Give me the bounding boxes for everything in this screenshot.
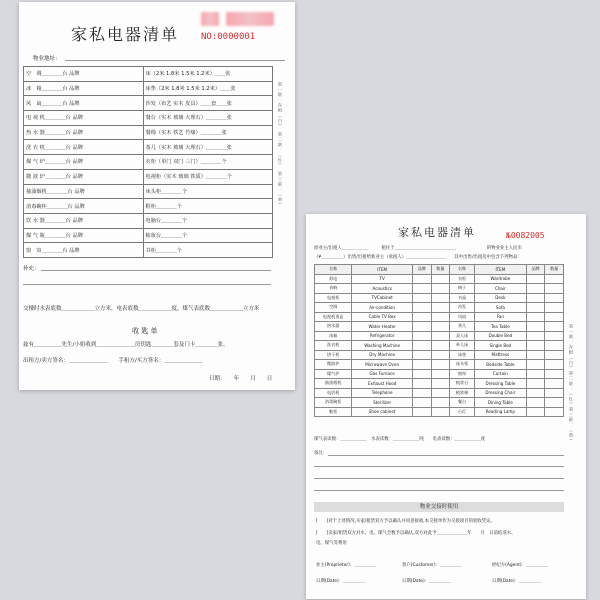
brand-cell[interactable] — [526, 303, 545, 313]
item-name-en: Tea Table — [474, 322, 526, 332]
item-name-en: Dressing Table — [474, 379, 526, 389]
item-name-en: Sofa — [474, 303, 526, 313]
brand-cell[interactable] — [526, 369, 545, 379]
appliance-cell[interactable]: 消毒碗柜＿＿＿＿台 品牌 — [24, 199, 144, 214]
item-name-en: Reading Lamp — [474, 407, 526, 417]
remarks-line-2[interactable] — [314, 466, 564, 467]
quantity-cell[interactable] — [545, 293, 564, 303]
table-row — [24, 199, 273, 214]
blurred-stamp — [201, 12, 219, 26]
quantity-cell[interactable] — [431, 293, 450, 303]
remarks-line-3[interactable] — [314, 478, 564, 479]
brand-cell[interactable] — [526, 407, 545, 417]
table-row — [315, 303, 564, 313]
brand-cell[interactable] — [413, 407, 432, 417]
quantity-cell[interactable] — [545, 331, 564, 341]
quantity-cell[interactable] — [431, 331, 450, 341]
brand-cell[interactable] — [413, 303, 432, 313]
item-name-cn: 微波炉 — [315, 360, 352, 370]
brand-cell[interactable] — [526, 388, 545, 398]
item-name-en: Desk — [474, 293, 526, 303]
appliance-cell[interactable]: 煤 气 炉＿＿＿＿台 品牌 — [24, 155, 144, 170]
table-row — [24, 228, 273, 243]
item-name-en: Water Heater — [352, 322, 413, 332]
item-name-cn: 餐台 — [450, 398, 475, 408]
signature-line: 出租方/卖方签名：＿＿＿＿＿＿＿ 手租方/买方签名：＿＿＿＿＿＿＿ — [23, 358, 203, 364]
appliance-cell[interactable]: 微 波 炉＿＿＿＿台 品牌 — [24, 169, 144, 184]
brand-cell[interactable] — [526, 312, 545, 322]
handover-clause-3: 电、煤气等费用 — [316, 541, 347, 546]
table-row — [24, 213, 273, 228]
notes-line-2[interactable] — [23, 284, 271, 285]
item-name-en: Exhaust Hood — [352, 379, 413, 389]
brand-cell[interactable] — [526, 274, 545, 284]
brand-cell[interactable] — [526, 350, 545, 360]
table-row — [24, 184, 273, 199]
item-name-en: Curtain — [474, 369, 526, 379]
header-line-1: 原业主/出租人＿＿＿＿＿＿ 租住于＿＿＿＿＿＿＿＿＿＿＿＿＿＿ 的物业业主人民币 — [314, 246, 522, 251]
item-name-en: Acoustics — [352, 284, 413, 294]
table-row — [315, 293, 564, 303]
serial-number: NO:0000001 — [201, 32, 256, 42]
item-name-cn: 热水器 — [315, 322, 352, 332]
column-header: 品牌 — [526, 265, 545, 275]
notes-line-1[interactable] — [41, 270, 271, 271]
furniture-cell[interactable]: 餐椅（实木 铁艺 竹缘）＿＿＿＿张 — [143, 125, 272, 140]
quantity-cell[interactable] — [431, 369, 450, 379]
quantity-cell[interactable] — [431, 312, 450, 322]
item-name-en: Refrigerator — [352, 331, 413, 341]
table-row — [315, 388, 564, 398]
appliance-cell[interactable]: 热 水 器＿＿＿＿台 品牌 — [24, 125, 144, 140]
column-header: 数量 — [545, 265, 564, 275]
appliance-cell[interactable]: 电 视 机＿＿＿＿台 品牌 — [24, 111, 144, 126]
blurred-stamp-2 — [226, 12, 274, 26]
quantity-cell[interactable] — [545, 274, 564, 284]
item-name-cn: 床头柜 — [450, 360, 475, 370]
remarks-label: 备注： — [314, 451, 328, 456]
appliance-cell[interactable]: 风 扇＿＿＿＿台 品牌 — [24, 96, 144, 111]
address-line[interactable] — [65, 60, 285, 61]
appliance-cell[interactable]: 窗 帘＿＿＿＿台 品牌 — [24, 243, 144, 258]
date-owner: 日期(Date)：＿＿＿＿＿ — [316, 579, 366, 584]
quantity-cell[interactable] — [545, 322, 564, 332]
quantity-cell[interactable] — [545, 379, 564, 389]
address-label: 物业地址： — [33, 56, 61, 62]
item-name-en: Washing Machine — [352, 341, 413, 351]
item-name-cn: 鞋柜 — [315, 407, 352, 417]
quantity-cell[interactable] — [545, 360, 564, 370]
item-name-en: Fan — [474, 312, 526, 322]
item-name-cn: 电视柜 — [315, 293, 352, 303]
quantity-cell[interactable] — [545, 284, 564, 294]
item-name-cn: 空调 — [315, 303, 352, 313]
item-name-cn: 音响 — [315, 284, 352, 294]
item-name-cn: 衣柜 — [450, 274, 475, 284]
handover-clause-2: [ ]卖家/租赁双方对水、电、煤气全数予以确认,双方对此予＿＿＿＿＿＿＿年 月 日前结清水、 — [316, 531, 516, 536]
quantity-cell[interactable] — [545, 341, 564, 351]
item-name-cn: 煤气炉 — [315, 369, 352, 379]
quantity-cell[interactable] — [545, 303, 564, 313]
quantity-cell[interactable] — [431, 303, 450, 313]
item-name-en: Mattress — [474, 350, 526, 360]
item-name-cn: 梳妆台 — [450, 379, 475, 389]
brand-cell[interactable] — [413, 284, 432, 294]
quantity-cell[interactable] — [431, 407, 450, 417]
table-row — [315, 274, 564, 284]
quantity-cell[interactable] — [431, 284, 450, 294]
furniture-cell[interactable]: 鞋柜＿＿＿＿个 — [143, 199, 272, 214]
meter-readings: 交楼时水表底数＿＿＿＿＿＿立方米，电表底数＿＿＿＿＿＿度，煤气表底数＿＿＿＿＿＿立方米 — [23, 306, 260, 312]
appliance-cell[interactable]: 饮 水 器＿＿＿＿台 品牌 — [24, 213, 144, 228]
appliance-cell[interactable]: 煤 气 瓶＿＿＿＿台 品牌 — [24, 228, 144, 243]
item-name-cn: 床垫 — [450, 350, 475, 360]
item-name-cn: 台灯 — [450, 407, 475, 417]
items-table — [23, 66, 273, 258]
item-name-en: TVCabinet — [352, 293, 413, 303]
item-name-en: Wardrobe — [474, 274, 526, 284]
item-name-en: Microwave Oven — [352, 360, 413, 370]
sheet2-side-copy-note: 第一联：存根（白）第二联：（红）第三联：（黄） — [569, 324, 574, 444]
brand-cell[interactable] — [526, 293, 545, 303]
table-row — [24, 96, 273, 111]
brand-cell[interactable] — [413, 369, 432, 379]
notes-label: 补充： — [23, 266, 40, 272]
item-name-en: Telephone — [352, 388, 413, 398]
quantity-cell[interactable] — [431, 398, 450, 408]
table-row — [315, 407, 564, 417]
table-row — [315, 341, 564, 351]
item-name-cn: 书桌 — [450, 293, 475, 303]
brand-cell[interactable] — [413, 274, 432, 284]
sign-agent: 经纪方(Agent)：＿＿＿＿＿ — [492, 563, 548, 568]
table-row — [24, 67, 273, 82]
item-table-2 — [314, 264, 564, 417]
item-name-en: Single Bed — [474, 341, 526, 351]
item-name-en: Dressing Chair — [474, 388, 526, 398]
furniture-cell[interactable]: 梳妆台＿＿＿＿个 — [143, 228, 272, 243]
table-row — [315, 398, 564, 408]
appliance-cell[interactable]: 抽油烟机＿＿＿＿台 品牌 — [24, 184, 144, 199]
table-row — [24, 81, 273, 96]
furniture-cell[interactable]: 茶几（实木 玻璃 大理石）＿＿＿＿张 — [143, 140, 272, 155]
table-row — [24, 243, 273, 258]
item-name-en: Dining Table — [474, 398, 526, 408]
quantity-cell[interactable] — [545, 398, 564, 408]
date-line: 日期： 年 月 日 — [209, 376, 273, 382]
item-name-en: Dry Machine — [352, 350, 413, 360]
quantity-cell[interactable] — [431, 322, 450, 332]
table-row — [24, 140, 273, 155]
sign-customer: 客户(Customer)：＿＿＿＿＿ — [402, 563, 462, 568]
furniture-cell[interactable]: 床垫（2米 1.8米 1.5米 1.2米）＿＿张 — [143, 81, 272, 96]
item-name-cn: 椅子 — [450, 284, 475, 294]
handover-title: 物业交接时使用 — [314, 502, 564, 512]
table-header-row — [315, 265, 564, 275]
handover-clause-1: [ ]对于上述情况,买家/租赁双方予以确认并同意接收,本交接单作为交接项目的验收凭证。 — [316, 519, 495, 524]
quantity-cell[interactable] — [431, 360, 450, 370]
table-row — [24, 125, 273, 140]
table-row — [24, 111, 273, 126]
form-sheet-1 — [19, 2, 295, 390]
table-row — [315, 379, 564, 389]
column-header: 品牌 — [413, 265, 432, 275]
sheet1-title: 家私电器清单 — [71, 25, 180, 44]
quantity-cell[interactable] — [431, 379, 450, 389]
brand-cell[interactable] — [413, 350, 432, 360]
furniture-cell[interactable]: 沙发（布艺 实木 皮具）＿＿套＿＿张 — [143, 96, 272, 111]
brand-cell[interactable] — [526, 398, 545, 408]
date-customer: 日期(Date)：＿＿＿＿＿ — [402, 579, 452, 584]
brand-cell[interactable] — [526, 331, 545, 341]
brand-cell[interactable] — [413, 379, 432, 389]
item-name-cn: 彩电 — [315, 274, 352, 284]
header-line-2: （¥＿＿＿＿＿）出售/出租给新业主（承租人）＿＿＿＿＿＿＿＿＿ 其中出售/出租房中包含下列物品： — [314, 255, 522, 260]
form-sheet-2 — [306, 214, 586, 599]
item-name-cn: 双人床 — [450, 331, 475, 341]
item-name-en: Sterilizer — [352, 398, 413, 408]
serial-number-2: №0082005 — [506, 231, 545, 240]
item-name-cn: 窗帘 — [450, 369, 475, 379]
furniture-cell[interactable]: 床（2米 1.8米 1.5米 1.2米）＿＿张 — [143, 67, 272, 82]
table-row — [315, 369, 564, 379]
quantity-cell[interactable] — [545, 388, 564, 398]
quantity-cell[interactable] — [431, 350, 450, 360]
item-name-en: Cable TV Box — [352, 312, 413, 322]
brand-cell[interactable] — [526, 360, 545, 370]
furniture-cell[interactable]: 电视柜（实木 玻璃 铁质）＿＿＿＿个 — [143, 169, 272, 184]
remarks-line-1[interactable] — [328, 455, 564, 456]
furniture-cell[interactable]: 衣柜（单门 双门 三门）＿＿＿＿个 — [143, 155, 272, 170]
brand-cell[interactable] — [413, 360, 432, 370]
column-header: 名称 — [315, 265, 352, 275]
item-name-cn: 梳妆椅 — [450, 388, 475, 398]
date-agent: 日期(Date)：＿＿＿＿＿ — [492, 579, 542, 584]
sheet2-title: 家私电器清单 — [398, 226, 476, 239]
item-name-cn: 洗衣机 — [315, 341, 352, 351]
quantity-cell[interactable] — [545, 407, 564, 417]
furniture-cell[interactable]: 书柜＿＿＿＿个 — [143, 243, 272, 258]
brand-cell[interactable] — [413, 341, 432, 351]
receipt-title: 收 匙 单 — [132, 327, 158, 335]
appliance-cell[interactable]: 空 调＿＿＿＿台 品牌 — [24, 67, 144, 82]
item-name-cn: 沙发 — [450, 303, 475, 313]
item-name-cn: 电话机 — [315, 388, 352, 398]
item-name-en: Gas Furnace — [352, 369, 413, 379]
item-name-cn: 风扇 — [450, 312, 475, 322]
quantity-cell[interactable] — [545, 312, 564, 322]
table-row — [315, 312, 564, 322]
brand-cell[interactable] — [413, 312, 432, 322]
sign-owner: 业主(Proprietor)：＿＿＿＿＿ — [316, 563, 377, 568]
item-name-cn: 电视机顶盒 — [315, 312, 352, 322]
brand-cell[interactable] — [413, 388, 432, 398]
brand-cell[interactable] — [526, 284, 545, 294]
table-row — [24, 155, 273, 170]
furniture-cell[interactable]: 餐台（实木 玻璃 大理石）＿＿＿＿张 — [143, 111, 272, 126]
brand-cell[interactable] — [413, 293, 432, 303]
item-name-cn: 抽油烟机 — [315, 379, 352, 389]
receipt-line: 兹有＿＿＿＿＿先生/小姐收到＿＿＿＿＿＿＿房钥匙＿＿＿＿套及门卡＿＿＿＿张。 — [23, 342, 229, 348]
item-name-en: Shoe cabinet — [352, 407, 413, 417]
item-name-cn: 冰箱 — [315, 331, 352, 341]
item-name-cn: 单人床 — [450, 341, 475, 351]
furniture-cell[interactable]: 电脑台＿＿＿＿个 — [143, 213, 272, 228]
column-header: 数量 — [431, 265, 450, 275]
meter-row: 煤气表读数：＿＿＿＿＿＿ 水表读数：＿＿＿＿＿＿吨 电表读数：＿＿＿＿＿＿度 — [314, 437, 486, 442]
item-name-en: Air-condition — [352, 303, 413, 313]
item-name-en: Double Bed — [474, 331, 526, 341]
brand-cell[interactable] — [413, 398, 432, 408]
table-row — [315, 322, 564, 332]
quantity-cell[interactable] — [545, 369, 564, 379]
quantity-cell[interactable] — [431, 274, 450, 284]
appliance-cell[interactable]: 冰 箱＿＿＿＿台 品牌 — [24, 81, 144, 96]
furniture-cell[interactable]: 床头柜＿＿＿＿个 — [143, 184, 272, 199]
quantity-cell[interactable] — [431, 388, 450, 398]
column-header: ITEM — [474, 265, 526, 275]
item-name-cn: 消毒碗柜 — [315, 398, 352, 408]
item-name-en: TV — [352, 274, 413, 284]
item-name-cn: 烘干机 — [315, 350, 352, 360]
table-row — [315, 331, 564, 341]
quantity-cell[interactable] — [431, 341, 450, 351]
brand-cell[interactable] — [526, 341, 545, 351]
brand-cell[interactable] — [526, 379, 545, 389]
column-header: 名称 — [450, 265, 475, 275]
quantity-cell[interactable] — [545, 350, 564, 360]
brand-cell[interactable] — [526, 322, 545, 332]
remarks-line-4[interactable] — [314, 490, 564, 491]
table-row — [315, 360, 564, 370]
column-header: ITEM — [352, 265, 413, 275]
brand-cell[interactable] — [413, 322, 432, 332]
item-name-en: Chair — [474, 284, 526, 294]
sheet1-side-copy-note: 第一联：存根（白） 第二联：（红） 第三联：（黄） — [278, 82, 283, 208]
item-name-cn: 茶几 — [450, 322, 475, 332]
appliance-cell[interactable]: 洗 衣 机＿＿＿＿台 品牌 — [24, 140, 144, 155]
table-row — [315, 284, 564, 294]
item-name-en: Bedside Table — [474, 360, 526, 370]
brand-cell[interactable] — [413, 331, 432, 341]
table-row — [315, 350, 564, 360]
table-row — [24, 169, 273, 184]
